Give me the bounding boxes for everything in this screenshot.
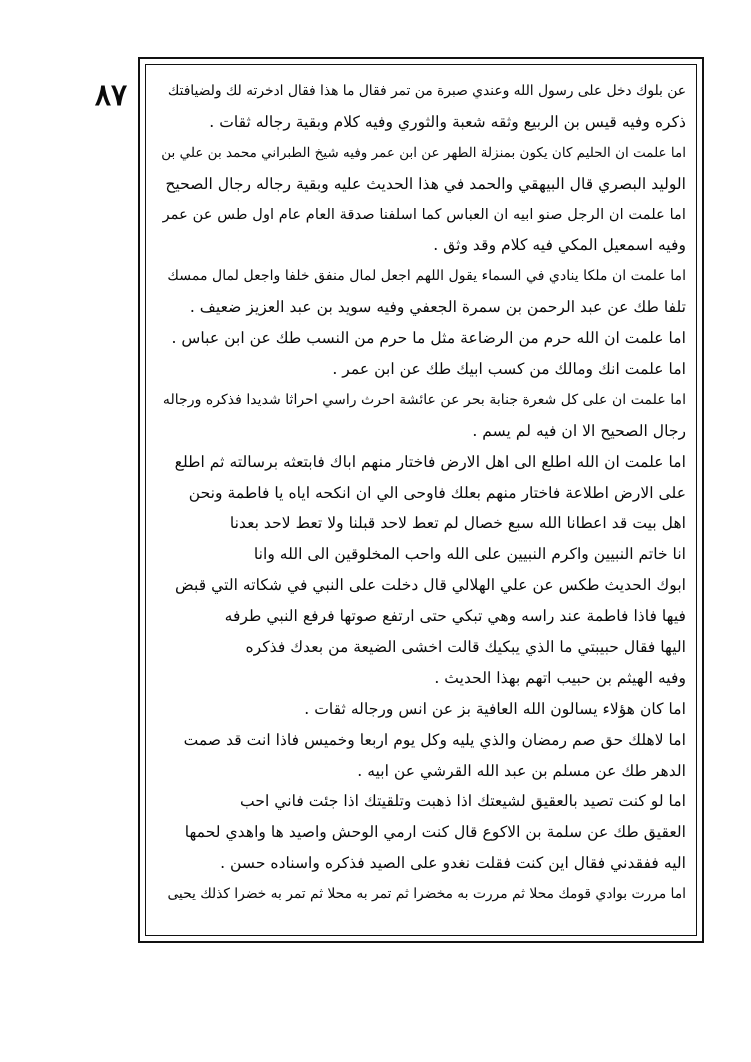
text-line: اما مررت بوادي قومك محلا ثم مررت به مخضرا ثم تمر به محلا ثم تمر به خضرا كذلك يحيى — [167, 886, 686, 903]
text-line: اما علمت ان الرجل صنو ابيه ان العباس كما اسلفنا صدقة العام عام اول طس عن عمر — [162, 205, 686, 223]
text-line: اما علمت ان ملكا ينادي في السماء يقول اللهم اجعل لمال منفق خلفا واجعل لمال ممسك — [167, 268, 686, 285]
text-line: ابوك الحديث طكس عن علي الهلالي قال دخلت على النبي في شكاته التي قبض — [174, 576, 686, 595]
text-line: اما علمت ان الحليم كان يكون بمنزلة الطهر عن ابن عمر وفيه شيخ الطبراني محمد بن علي بن — [161, 144, 686, 161]
text-line: رجال الصحيح الا ان فيه لم يسم . — [472, 421, 686, 440]
text-line: تلفا طك عن عبد الرحمن بن سمرة الجعفي وفيه سويد بن عبد العزيز ضعيف . — [189, 298, 686, 317]
text-line: اما لو كنت تصيد بالعقيق لشيعتك اذا ذهبت وتلقيتك اذا جئت فاني احب — [240, 792, 686, 811]
text-line: ذكره وفيه قيس بن الربيع وثقه شعبة والثوري وفيه كلام وبقية رجاله ثقات . — [209, 112, 686, 131]
text-line: فيها فاذا فاطمة عند راسه وهي تبكي حتى ارتفع صوتها فرفع النبي طرفه — [224, 607, 686, 626]
text-line: عن بلوك دخل على رسول الله وعندي صبرة من تمر فقال ما هذا فقال ادخرته لك ولضيافتك — [167, 83, 686, 99]
text-line: اما لاهلك حق صم رمضان والذي يليه وكل يوم اربعا وخميس فاذا انت قد صمت — [183, 730, 686, 749]
manuscript-text-block — [158, 76, 686, 910]
text-line: الدهر طك عن مسلم بن عبد الله القرشي عن ابيه . — [357, 761, 686, 780]
text-line: اليها فقال حبيبتي ما الذي يبكيك قالت اخشى الضيعة من بعدك فذكره — [245, 638, 686, 657]
text-line: وفيه اسمعيل المكي فيه كلام وقد وثق . — [433, 236, 686, 255]
text-line: العقيق طك عن سلمة بن الاكوع قال كنت ارمي الوحش واصيد ها واهدي لحمها — [184, 823, 686, 842]
text-line: الوليد البصري قال البيهقي والحمد في هذا الحديث عليه وبقية رجاله رجال الصحيح — [165, 174, 686, 193]
text-line: اما علمت ان على كل شعرة جنابة بحر عن عائشة احرث راسي احراثا شديدا فذكره ورجاله — [162, 391, 686, 408]
text-line: وفيه الهيثم بن حبيب اتهم بهذا الحديث . — [434, 668, 686, 687]
text-line: اما كان هؤلاء يسالون الله العافية بز عن انس ورجاله ثقات . — [304, 699, 686, 718]
page-number: ٨٧ — [94, 78, 128, 113]
text-line: اما علمت ان الله اطلع الى اهل الارض فاختار منهم اباك فابتعثه برسالته ثم اطلع — [174, 452, 686, 471]
text-line: اما علمت ان الله حرم من الرضاعة مثل ما حرم من النسب طك عن ابن عباس . — [171, 329, 686, 348]
text-line: انا خاتم النبيين واكرم النبيين على الله واحب المخلوقين الى الله وانا — [253, 545, 686, 564]
text-line: على الارض اطلاعة فاختار منهم بعلك فاوحى الي ان انكحه اياه يا فاطمة ونحن — [188, 483, 686, 502]
text-line: اما علمت انك ومالك من كسب ابيك طك عن ابن عمر . — [332, 360, 686, 379]
text-line: اهل بيت قد اعطانا الله سبع خصال لم تعط لاحد قبلنا ولا تعط لاحد بعدنا — [229, 514, 686, 533]
text-line: اليه ففقدني فقال اين كنت فقلت نغدو على الصيد فذكره واسناده حسن . — [220, 854, 686, 873]
